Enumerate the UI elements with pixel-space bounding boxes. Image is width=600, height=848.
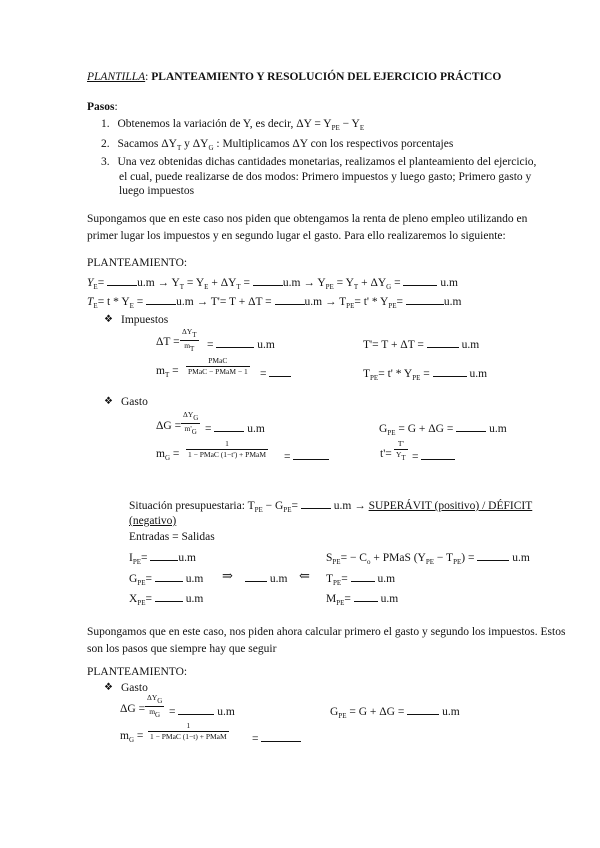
- impuestos-bullet: ❖: [104, 314, 113, 325]
- title-text: PLANTEAMIENTO Y RESOLUCIÓN DEL EJERCICIO PRÁCTICO: [151, 71, 502, 83]
- superavit-deficit-label: SUPERÁVIT (positivo) / DÉFICIT: [368, 500, 533, 512]
- i-pe-formula: $I_{PE}= u.m$: [129, 552, 196, 566]
- intro1-line1: Supongamos que en este caso nos piden que obtengamos la renta de pleno empleo utilizando en: [87, 213, 528, 225]
- s-pe-formula: $S_{PE}= - C_o$ + PMaS $(Y_{PE} - T_{PE}) = u.m$: [326, 552, 530, 566]
- gasto2-bullet: ❖: [104, 682, 113, 693]
- m-g2-result: =: [252, 731, 301, 746]
- m-g2-fraction: 1 1 − PMaC (1−t) + PMaM: [150, 721, 227, 741]
- planteamiento-heading-2: PLANTEAMIENTO:: [87, 666, 188, 678]
- impuestos-label: Impuestos: [121, 314, 169, 326]
- paso-2: 2. Sacamos $\Delta Y_T$ y $\Delta Y_G$ : Multiplicamos ΔY con los respectivos porcentajes: [101, 138, 454, 152]
- gasto2-label: Gasto: [121, 682, 148, 694]
- m-g-formula: $m_G$ =: [156, 448, 180, 462]
- delta-g-fraction: $\Delta Y_G$ $m'_G$: [183, 410, 199, 436]
- delta-g2-formula: ΔG =: [120, 703, 146, 715]
- m-pe-formula: $M_{PE}= u.m$: [326, 593, 399, 607]
- gasto-bullet: ❖: [104, 396, 113, 407]
- m-g-fraction: 1 1 − PMaC (1−t') + PMaM: [188, 439, 267, 459]
- delta-g-result: = u.m: [205, 423, 265, 435]
- g-pe-balance: $G_{PE}= u.m$: [129, 573, 204, 587]
- arrow-left: ⇐: [299, 568, 310, 583]
- delta-t-fraction: $\Delta Y_T$ $m_T$: [182, 327, 197, 353]
- g-pe2-formula: $G_{PE} = G + \Delta G = u.m$: [330, 706, 460, 720]
- planteamiento-row-t: $T_E= t * Y_E = u.m \to T'= T + \Delta T = u.m \to T_{PE}= t' * Y_{PE}= u.m$: [87, 296, 462, 310]
- planteamiento-row-y: $Y_E= u.m \to Y_T = Y_E + \Delta Y_T = u.m \to Y_{PE} = Y_T + \Delta Y_G = u.m$: [87, 277, 458, 291]
- planteamiento-heading-1: PLANTEAMIENTO:: [87, 257, 188, 269]
- delta-t-result: = u.m: [207, 339, 275, 351]
- paso-3-line3: luego impuestos: [119, 185, 195, 197]
- t-prime-rate-result: =: [412, 449, 455, 464]
- document-title: PLANTILLA: PLANTEAMIENTO Y RESOLUCIÓN DEL EJERCICIO PRÁCTICO: [87, 71, 502, 83]
- x-pe-formula: $X_{PE}= u.m$: [129, 593, 204, 607]
- situacion-presupuestaria: Situación presupuestaria: $T_{PE} - G_{PE}= u.m$ → SUPERÁVIT (positivo) / DÉFICIT: [129, 500, 533, 514]
- delta-t-formula: ΔT =: [156, 336, 180, 348]
- m-t-result: =: [260, 366, 291, 381]
- mid-balance: u.m: [245, 571, 287, 586]
- m-g-result: =: [284, 449, 329, 464]
- m-t-formula: $m_T$ =: [156, 365, 179, 379]
- delta-g2-fraction: $\Delta Y_G$ $m_G$: [147, 693, 163, 719]
- t-pe-formula: $T_{PE}= t' * Y_{PE} = u.m$: [363, 368, 488, 382]
- delta-g2-result: = u.m: [169, 706, 235, 718]
- t-prime-rate-fraction: T' $Y_T$: [396, 439, 406, 462]
- situacion-negativo: (negativo): [129, 515, 177, 527]
- g-pe-formula: $G_{PE} = G + \Delta G = u.m$: [379, 423, 507, 437]
- t-pe-balance: $T_{PE}= u.m$: [326, 573, 396, 587]
- entradas-salidas: Entradas = Salidas: [129, 531, 215, 543]
- m-g2-formula: $m_G$ =: [120, 730, 144, 744]
- m-t-fraction: PMaC PMaC − PMaM − 1: [188, 356, 248, 376]
- delta-g-formula: ΔG =: [156, 420, 182, 432]
- gasto-label: Gasto: [121, 396, 148, 408]
- arrow-right: ⇒: [222, 568, 233, 583]
- paso-1: 1. Obtenemos la variación de Y, es decir, $\Delta Y = Y_{PE} - Y_E$: [101, 118, 365, 132]
- intro2-line1: Supongamos que en este caso, nos piden ahora calcular primero el gasto y segundo los impuestos. Estos: [87, 626, 566, 638]
- pasos-heading: Pasos:: [87, 101, 118, 113]
- title-label: PLANTILLA: [87, 71, 146, 83]
- paso-3: 3. Una vez obtenidas dichas cantidades monetarias, realizamos el planteamiento del ejercicio,: [101, 156, 537, 168]
- t-prime-formula: T'= T + ΔT = u.m: [363, 339, 480, 351]
- paso-3-line2: el cual, puede realizarse de dos modos: Primero impuestos y luego gasto; Primero gasto y: [119, 171, 532, 183]
- intro2-line2: son los pasos que siempre hay que seguir: [87, 643, 277, 655]
- intro1-line2: primer lugar los impuestos y en segundo lugar el gasto. Para ello realizaremos lo siguiente:: [87, 230, 506, 242]
- t-prime-rate-formula: t'=: [380, 448, 392, 460]
